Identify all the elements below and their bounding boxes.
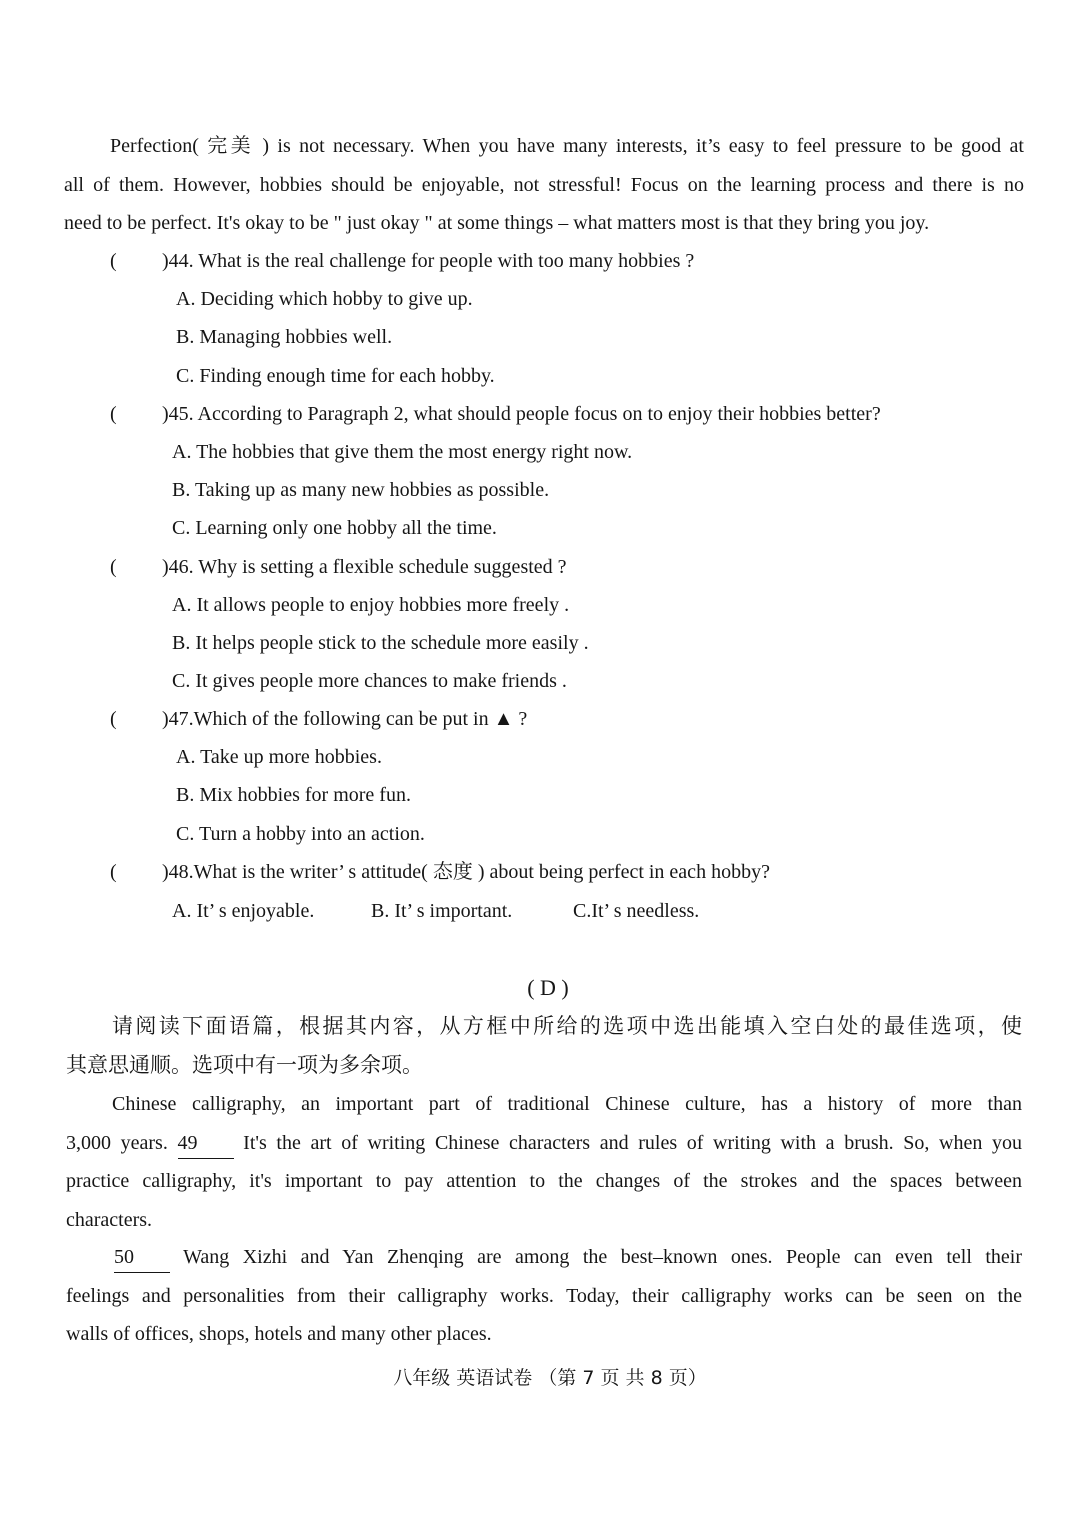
option-45c: C. Learning only one hobby all the time. xyxy=(172,517,497,539)
passage-d-paragraph-2 xyxy=(66,1238,1022,1354)
option-46b: B. It helps people stick to the schedule more easily . xyxy=(172,632,589,654)
question-44 xyxy=(110,242,1040,280)
question-46 xyxy=(110,548,1040,586)
question-stem: )45. According to Paragraph 2, what should people focus on to enjoy their hobbies better? xyxy=(162,403,881,425)
option-46a: A. It allows people to enjoy hobbies more freely . xyxy=(172,594,570,616)
paragraph-line: feelings and personalities from their calligraphy works. Today, their calligraphy works can be seen on the xyxy=(66,1284,1022,1307)
option-48b: B. It’ s important. xyxy=(371,900,513,922)
option-47a: A. Take up more hobbies. xyxy=(176,746,382,768)
option-44b: B. Managing hobbies well. xyxy=(176,326,393,348)
question-stem: )44. What is the real challenge for people with too many hobbies ? xyxy=(162,250,695,272)
paragraph-line: need to be perfect. It's okay to be " just okay " at some things – what matters most is that they bring you joy. xyxy=(64,212,930,234)
section-d-instructions xyxy=(66,1007,1022,1084)
answer-paren: ( xyxy=(110,708,117,730)
question-stem: )47.Which of the following can be put in ▲ ? xyxy=(162,708,528,730)
paragraph-text: 3,000 years. xyxy=(66,1131,168,1154)
answer-paren: ( xyxy=(110,403,117,425)
answer-paren: ( xyxy=(110,861,117,883)
paragraph-line: practice calligraphy, it's important to pay attention to the changes of the strokes and the spaces between xyxy=(66,1170,1022,1192)
passage-c-final-paragraph xyxy=(64,127,1024,243)
option-45b: B. Taking up as many new hobbies as possible. xyxy=(172,479,550,501)
question-stem: )46. Why is setting a flexible schedule suggested ? xyxy=(162,556,567,578)
paragraph-line xyxy=(66,1124,1022,1163)
section-d-title: ( D ) xyxy=(527,975,569,1000)
paragraph-line: all of them. However, hobbies should be enjoyable, not stressful! Focus on the learning process and there is no xyxy=(64,173,1024,196)
option-47b: B. Mix hobbies for more fun. xyxy=(176,784,411,806)
blank-49: 49 xyxy=(178,1128,234,1159)
paragraph-line: Perfection( 完美 ) is not necessary. When you have many interests, it’s easy to feel pressure to be good at xyxy=(110,135,1024,157)
instruction-line: 请阅读下面语篇，根据其内容，从方框中所给的选项中选出能填入空白处的最佳选项，使 xyxy=(112,1014,1022,1038)
passage-d-paragraph-1 xyxy=(66,1085,1022,1239)
question-45 xyxy=(110,395,1040,433)
option-48c: C.It’ s needless. xyxy=(573,900,700,922)
page-footer: 八年级 英语试卷 （第 7 页 共 8 页） xyxy=(393,1367,707,1389)
question-47 xyxy=(110,700,1040,738)
paragraph-text: Wang Xizhi and Yan Zhenqing are among the best–known ones. People can even tell their xyxy=(183,1246,1022,1268)
question-stem: )48.What is the writer’ s attitude( 态度 ) about being perfect in each hobby? xyxy=(162,861,770,883)
instruction-line: 其意思通顺。选项中有一项为多余项。 xyxy=(66,1052,423,1077)
option-48a: A. It’ s enjoyable. xyxy=(172,900,315,922)
paragraph-line: Chinese calligraphy, an important part of traditional Chinese culture, has a history of more than xyxy=(112,1093,1022,1115)
paragraph-text: It's the art of writing Chinese characters and rules of writing with a brush. So, when you xyxy=(243,1131,1023,1154)
question-48 xyxy=(110,853,1040,891)
option-47c: C. Turn a hobby into an action. xyxy=(176,823,425,845)
option-44c: C. Finding enough time for each hobby. xyxy=(176,365,495,387)
blank-50: 50 xyxy=(114,1242,170,1273)
option-46c: C. It gives people more chances to make friends . xyxy=(172,670,567,692)
paragraph-line: characters. xyxy=(66,1208,153,1231)
option-44a: A. Deciding which hobby to give up. xyxy=(176,288,473,310)
paragraph-line xyxy=(66,1238,1022,1277)
answer-paren: ( xyxy=(110,556,117,578)
option-45a: A. The hobbies that give them the most energy right now. xyxy=(172,441,633,463)
options-48 xyxy=(172,892,699,930)
answer-paren: ( xyxy=(110,250,117,272)
paragraph-line: walls of offices, shops, hotels and many other places. xyxy=(66,1323,492,1345)
